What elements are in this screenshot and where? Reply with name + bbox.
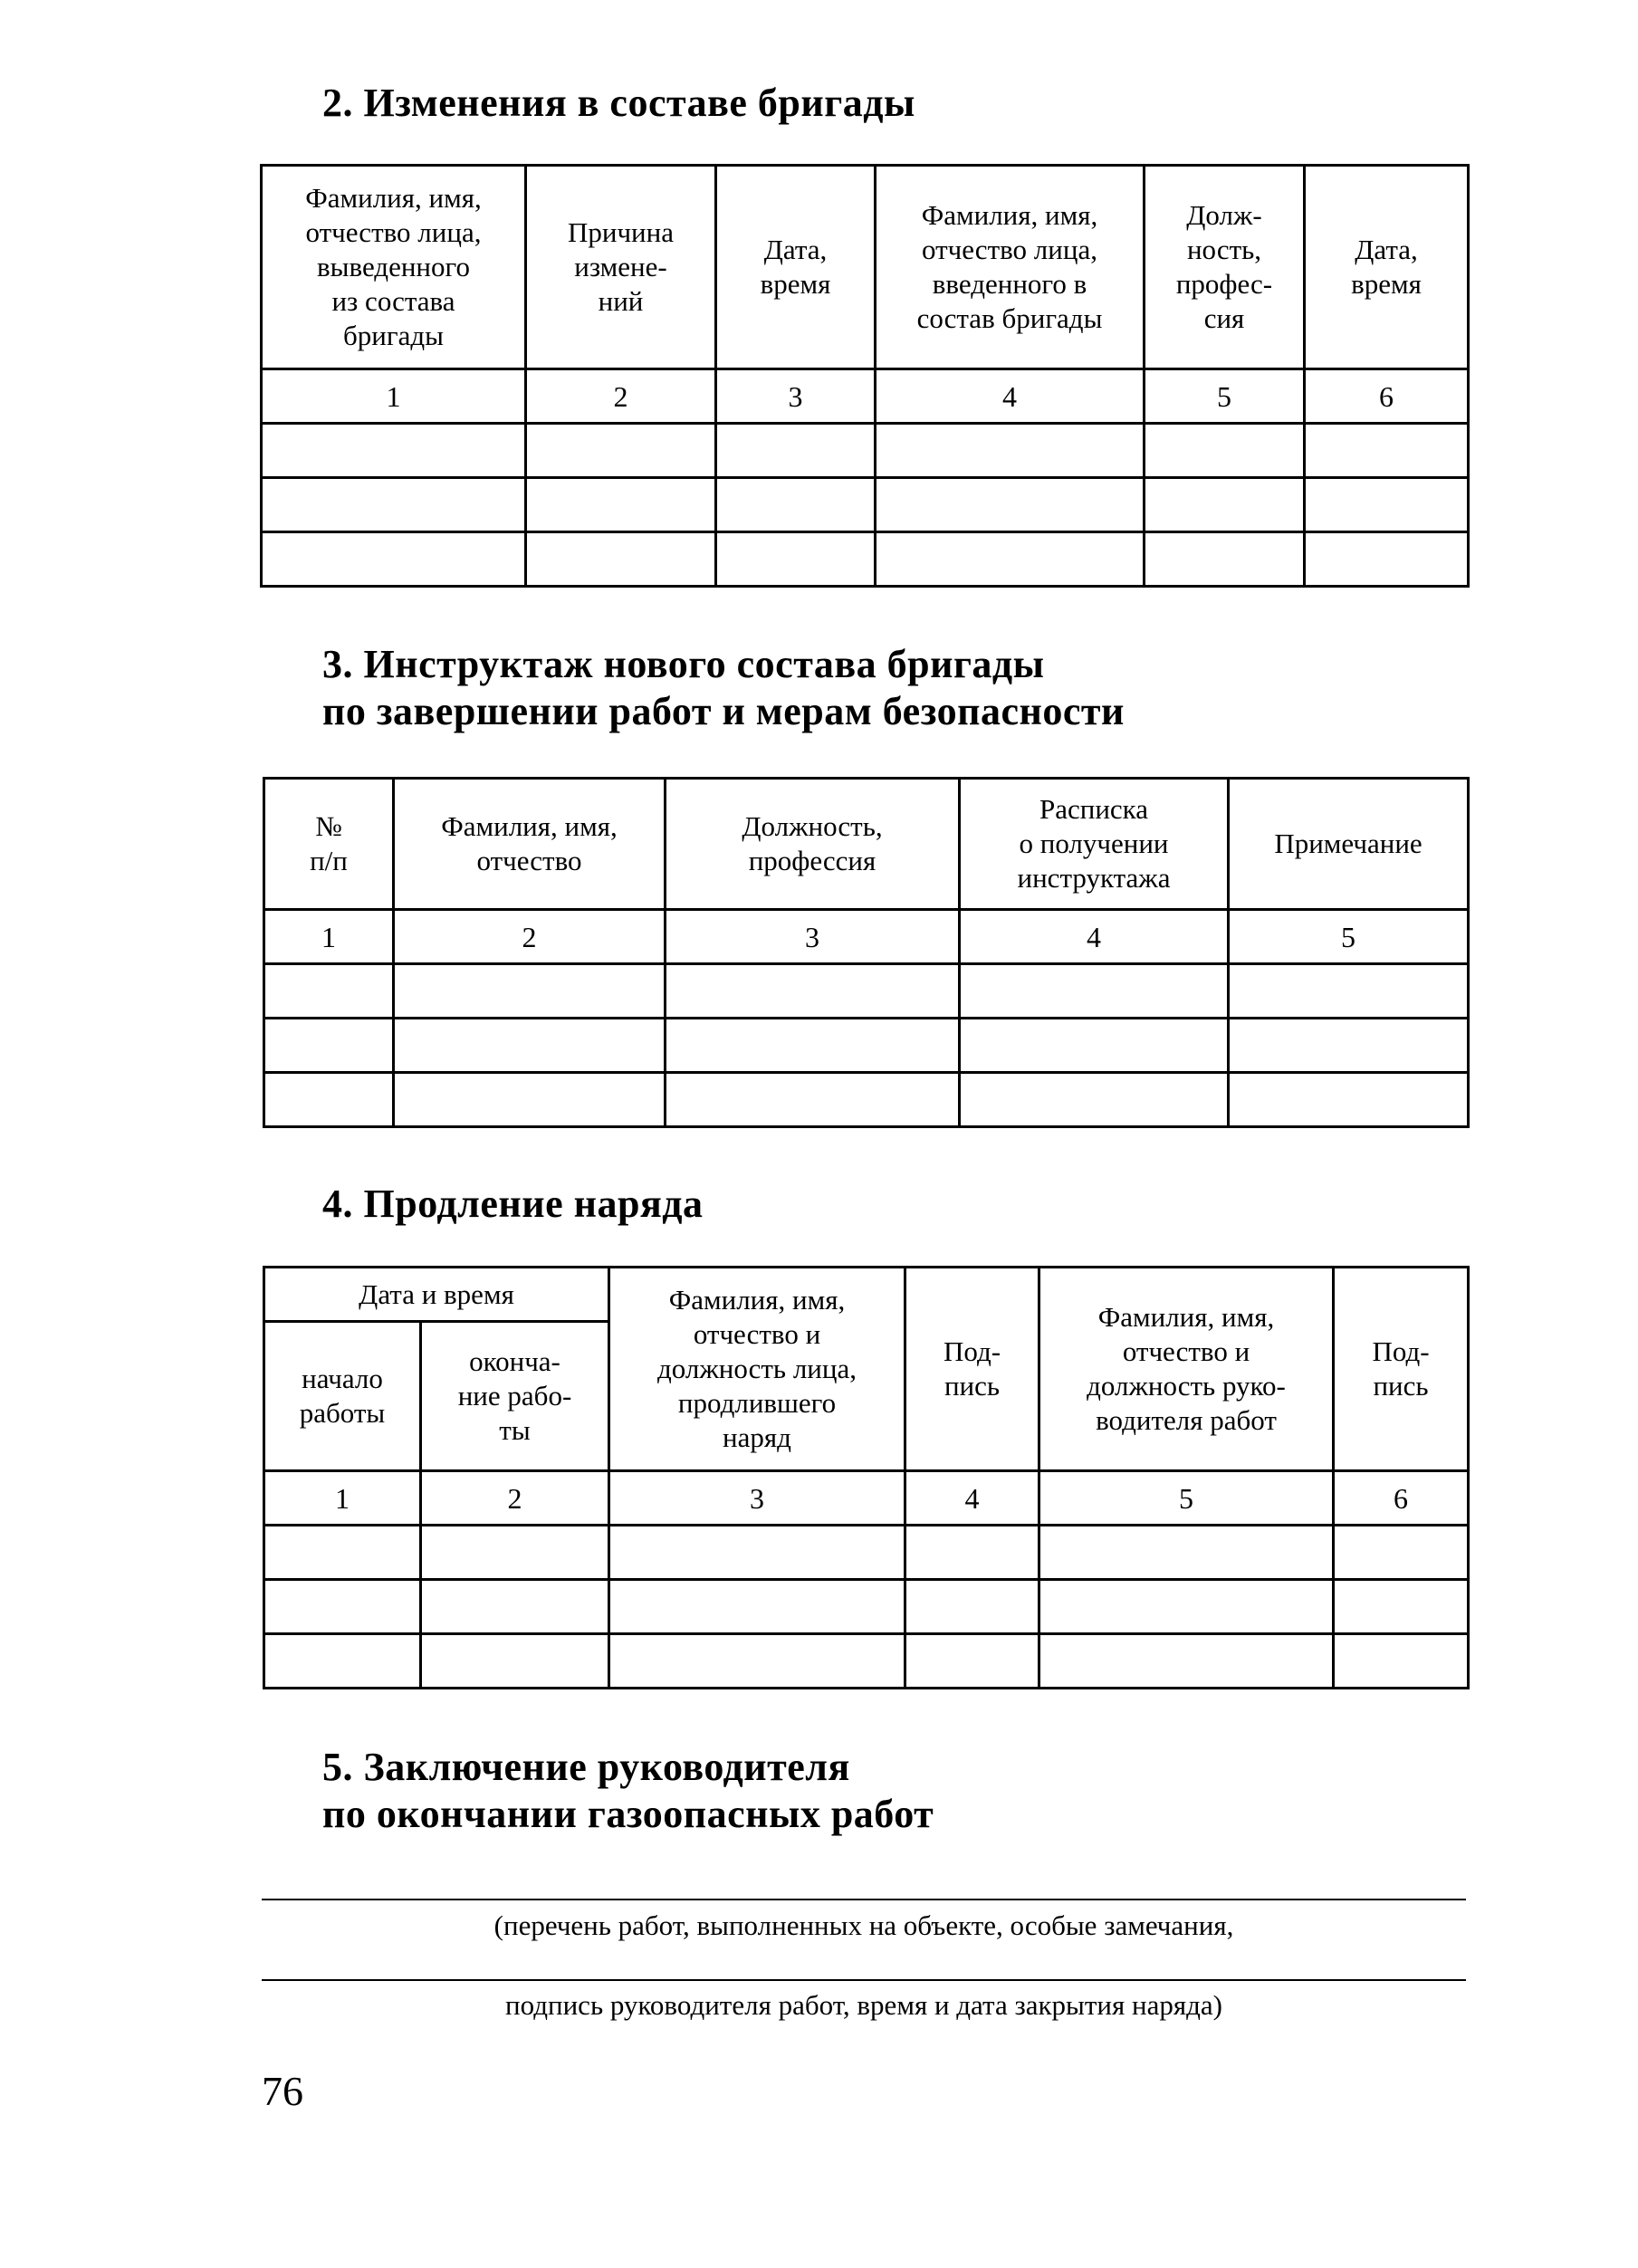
blank-cell [1334, 1634, 1469, 1689]
section-2-heading: 2. Изменения в составе бригады [322, 81, 915, 125]
blank-cell [876, 478, 1145, 532]
extender-name-header: Фамилия, имя, отчество и должность лица, продлившего наряд [609, 1268, 905, 1471]
blank-row [264, 1580, 1469, 1634]
blank-cell [1145, 532, 1305, 587]
conclusion-caption-2: подпись руководителя работ, время и дата закрытия наряда) [505, 1989, 1222, 2021]
column-number: 2 [394, 910, 666, 964]
column-header: Дата, время [1305, 166, 1469, 369]
column-number: 1 [264, 910, 394, 964]
blank-cell [1039, 1634, 1334, 1689]
blank-cell [609, 1526, 905, 1580]
blank-cell [1305, 532, 1469, 587]
blank-row [264, 1526, 1469, 1580]
blank-cell [421, 1634, 609, 1689]
blank-cell [394, 964, 666, 1019]
blank-cell [262, 424, 526, 478]
section-3-heading: 3. Инструктаж нового состава бригады по завершении работ и мерам безопасности [322, 642, 1125, 733]
column-number: 6 [1334, 1471, 1469, 1526]
blank-row [264, 1019, 1469, 1073]
blank-cell [905, 1526, 1039, 1580]
signature-header: Под- пись [1334, 1268, 1469, 1471]
blank-cell [905, 1634, 1039, 1689]
leader-name-header: Фамилия, имя, отчество и должность руко- водителя работ [1039, 1268, 1334, 1471]
column-header: Расписка о получении инструктажа [960, 779, 1229, 910]
blank-cell [421, 1580, 609, 1634]
blank-cell [905, 1580, 1039, 1634]
blank-cell [960, 964, 1229, 1019]
order-extension-table [263, 1266, 1470, 1689]
column-header: Примечание [1229, 779, 1469, 910]
column-number: 6 [1305, 369, 1469, 424]
table-header-row [264, 779, 1469, 910]
end-work-header: оконча- ние рабо- ты [421, 1322, 609, 1471]
blank-cell [1145, 424, 1305, 478]
column-number: 1 [264, 1471, 421, 1526]
section-5-heading: 5. Заключение руководителя по окончании газоопасных работ [322, 1745, 934, 1836]
blank-cell [264, 1073, 394, 1127]
column-number: 2 [421, 1471, 609, 1526]
blank-row [264, 964, 1469, 1019]
blank-cell [394, 1019, 666, 1073]
page-number: 76 [262, 2068, 303, 2114]
table-header-row [264, 1268, 1469, 1322]
date-time-header: Дата и время [264, 1268, 609, 1322]
column-header: Фамилия, имя, отчество лица, выведенного из состава бригады [262, 166, 526, 369]
blank-cell [960, 1073, 1229, 1127]
column-number: 5 [1039, 1471, 1334, 1526]
blank-cell [609, 1580, 905, 1634]
blank-cell [876, 532, 1145, 587]
blank-cell [264, 964, 394, 1019]
blank-cell [1039, 1526, 1334, 1580]
column-number: 3 [609, 1471, 905, 1526]
column-number: 4 [960, 910, 1229, 964]
section-4-heading: 4. Продление наряда [322, 1182, 704, 1226]
column-header: Фамилия, имя, отчество [394, 779, 666, 910]
blank-cell [394, 1073, 666, 1127]
blank-cell [526, 532, 716, 587]
column-header: Долж- ность, профес- сия [1145, 166, 1305, 369]
blank-row [262, 424, 1469, 478]
blank-cell [1305, 424, 1469, 478]
column-number: 3 [716, 369, 876, 424]
blank-cell [716, 424, 876, 478]
blank-cell [262, 532, 526, 587]
column-number-row [264, 1471, 1469, 1526]
blank-cell [609, 1634, 905, 1689]
blank-row [262, 532, 1469, 587]
column-number-row [262, 369, 1469, 424]
blank-cell [666, 1019, 960, 1073]
column-number: 1 [262, 369, 526, 424]
column-header: Должность, профессия [666, 779, 960, 910]
conclusion-line-1 [262, 1899, 1466, 1900]
blank-cell [1334, 1580, 1469, 1634]
blank-cell [264, 1526, 421, 1580]
blank-cell [1229, 964, 1469, 1019]
column-number-row [264, 910, 1469, 964]
blank-row [264, 1634, 1469, 1689]
column-number: 4 [905, 1471, 1039, 1526]
blank-cell [876, 424, 1145, 478]
blank-cell [666, 964, 960, 1019]
blank-cell [1145, 478, 1305, 532]
blank-cell [1229, 1073, 1469, 1127]
column-header: Причина измене- ний [526, 166, 716, 369]
blank-cell [716, 532, 876, 587]
blank-cell [264, 1634, 421, 1689]
briefing-table [263, 777, 1470, 1128]
blank-cell [264, 1019, 394, 1073]
blank-cell [526, 478, 716, 532]
brigade-changes-table [260, 164, 1470, 588]
blank-cell [262, 478, 526, 532]
blank-cell [960, 1019, 1229, 1073]
column-number: 2 [526, 369, 716, 424]
blank-cell [1305, 478, 1469, 532]
table-header-row [262, 166, 1469, 369]
blank-row [262, 478, 1469, 532]
blank-cell [1039, 1580, 1334, 1634]
conclusion-caption-1: (перечень работ, выполненных на объекте, особые замечания, [493, 1909, 1234, 1941]
column-header: Фамилия, имя, отчество лица, введенного в состав бригады [876, 166, 1145, 369]
conclusion-line-2 [262, 1979, 1466, 1981]
blank-cell [1334, 1526, 1469, 1580]
start-work-header: начало работы [264, 1322, 421, 1471]
blank-row [264, 1073, 1469, 1127]
column-number: 3 [666, 910, 960, 964]
blank-cell [716, 478, 876, 532]
blank-cell [666, 1073, 960, 1127]
column-number: 5 [1145, 369, 1305, 424]
blank-cell [526, 424, 716, 478]
blank-cell [421, 1526, 609, 1580]
column-number: 4 [876, 369, 1145, 424]
blank-cell [1229, 1019, 1469, 1073]
column-header: № п/п [264, 779, 394, 910]
column-number: 5 [1229, 910, 1469, 964]
blank-cell [264, 1580, 421, 1634]
signature-header: Под- пись [905, 1268, 1039, 1471]
column-header: Дата, время [716, 166, 876, 369]
